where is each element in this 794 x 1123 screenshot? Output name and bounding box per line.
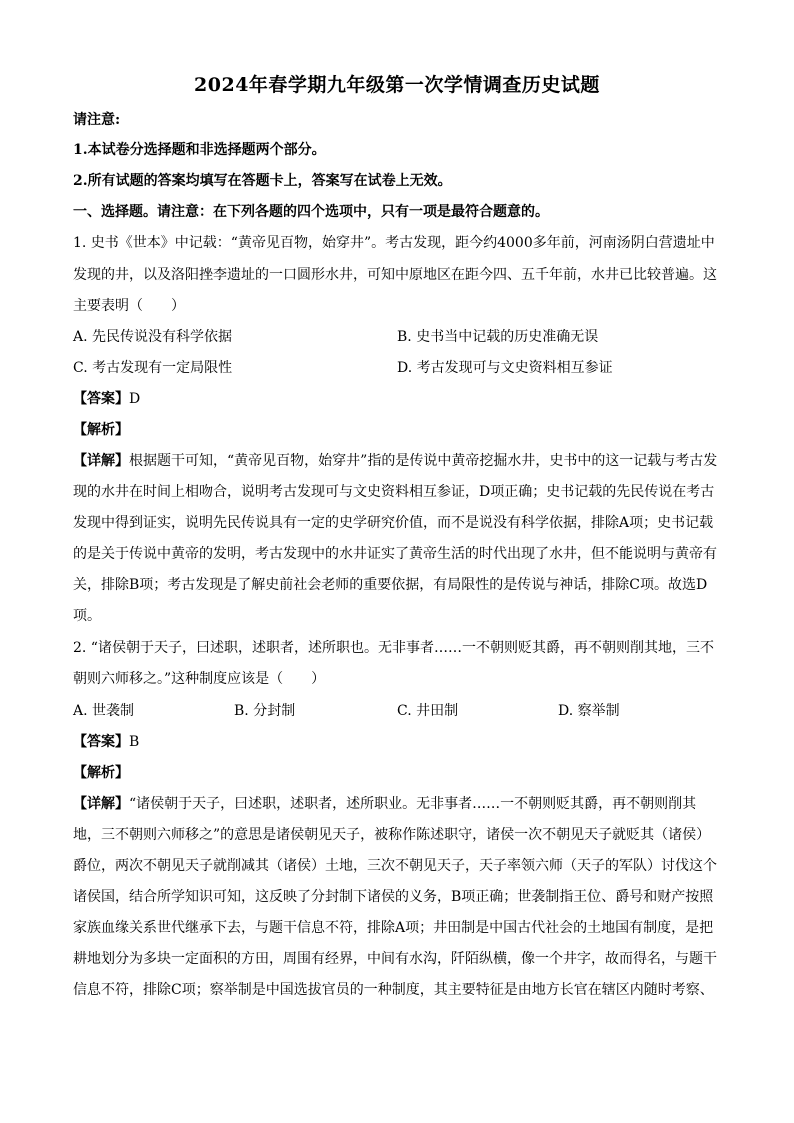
page-title: 2024年春学期九年级第一次学情调查历史试题 — [194, 74, 600, 96]
notice-item-2: 2.所有试题的答案均填写在答题卡上，答案写在试卷上无效。 — [73, 173, 452, 189]
q1-detail-line — [73, 451, 723, 471]
q2-option-a: A. 世袭制 — [73, 703, 135, 719]
q1-option-a: A. 先民传说没有科学依据 — [73, 329, 233, 345]
detail-text: “诸侯朝于天子，曰述职，述职者，述所职业。无非事者……一不朝则贬其爵，再不朝则削其 — [129, 796, 697, 812]
q1-detail-line: 发现中得到证实，说明先民传说具有一定的史学研究价值，而不是说没有科学依据，排除A项；史书记载 — [73, 515, 714, 531]
q2-stem-line: 朝则六师移之。”这种制度应该是（ ） — [73, 671, 326, 687]
q2-detail-line: 耕地划分为多块一定面积的方田，周围有经界，中间有水沟，阡陌纵横，像一个井字，故而得名，与题干 — [73, 951, 717, 967]
q2-detail-line: 诸侯国，结合所学知识可知，这反映了分封制下诸侯的义务，B项正确；世袭制指王位、爵号和财产按照 — [73, 889, 714, 905]
q1-stem-line: 主要表明（ ） — [73, 298, 185, 314]
q1-detail-line: 的是关于传说中黄帝的发明，考古发现中的水井证实了黄帝生活的时代出现了水井，但不能说明与黄帝有 — [73, 546, 717, 562]
q2-option-b: B. 分封制 — [234, 703, 296, 719]
q1-stem-line: 1. 史书《世本》中记载：“黄帝见百物，始穿井”。考古发现，距今约4000多年前，河南汤阴白营遗址中 — [73, 235, 715, 251]
q2-detail-line — [73, 794, 723, 814]
detail-tag: 【详解】 — [73, 796, 129, 812]
q2-analysis-tag: 【解析】 — [73, 765, 129, 781]
q2-detail-line: 爵位，两次不朝见天子就削减其（诸侯）土地，三次不朝见天子，天子率领六师（天子的军队）讨伐这个 — [73, 858, 717, 874]
notice-item-1: 1.本试卷分选择题和非选择题两个部分。 — [73, 142, 326, 158]
q1-detail-line: 项。 — [73, 608, 101, 624]
q2-option-d: D. 察举制 — [558, 703, 620, 719]
q1-answer — [73, 389, 723, 409]
detail-tag: 【详解】 — [73, 453, 129, 469]
answer-value: D — [129, 391, 141, 407]
q2-detail-line: 信息不符，排除C项；察举制是中国选拔官员的一种制度，其主要特征是由地方长官在辖区内随时考察、 — [73, 982, 714, 998]
q2-option-c: C. 井田制 — [397, 703, 459, 719]
q1-stem-line: 发现的井，以及洛阳挫李遗址的一口圆形水井，可知中原地区在距今四、五千年前，水井已比较普遍。这 — [73, 267, 717, 283]
answer-tag: 【答案】 — [73, 391, 129, 407]
q2-detail-line: 家族血缘关系世代继承下去，与题干信息不符，排除A项；井田制是中国古代社会的土地国有制度，是把 — [73, 920, 714, 936]
q1-option-c: C. 考古发现有一定局限性 — [73, 360, 233, 376]
q1-analysis-tag: 【解析】 — [73, 422, 129, 438]
q2-answer — [73, 732, 723, 752]
q1-option-d: D. 考古发现可与文史资料相互参证 — [397, 360, 613, 376]
detail-text: 根据题干可知，“黄帝见百物，始穿井”指的是传说中黄帝挖掘水井，史书中的这一记载与考古发 — [129, 453, 718, 469]
answer-value: B — [129, 734, 140, 750]
q2-stem-line: 2. “诸侯朝于天子，曰述职，述职者，述所职也。无非事者……一不朝则贬其爵，再不朝则削其地，三不 — [73, 640, 714, 656]
section-heading: 一、选择题。请注意：在下列各题的四个选项中，只有一项是最符合题意的。 — [73, 204, 549, 220]
q1-detail-line: 现的水井在时间上相吻合，说明考古发现可与文史资料相互参证，D项正确；史书记载的先民传说在考古 — [73, 484, 715, 500]
q1-option-b: B. 史书当中记载的历史准确无误 — [397, 329, 599, 345]
notice-heading: 请注意: — [73, 112, 121, 128]
q2-detail-line: 地，三不朝则六师移之”的意思是诸侯朝见天子，被称作陈述职守，诸侯一次不朝见天子就贬其（诸侯） — [73, 827, 711, 843]
q1-detail-line: 关，排除B项；考古发现是了解史前社会老师的重要依据，有局限性的是传说与神话，排除C项。故选D — [73, 577, 708, 593]
answer-tag: 【答案】 — [73, 734, 129, 750]
